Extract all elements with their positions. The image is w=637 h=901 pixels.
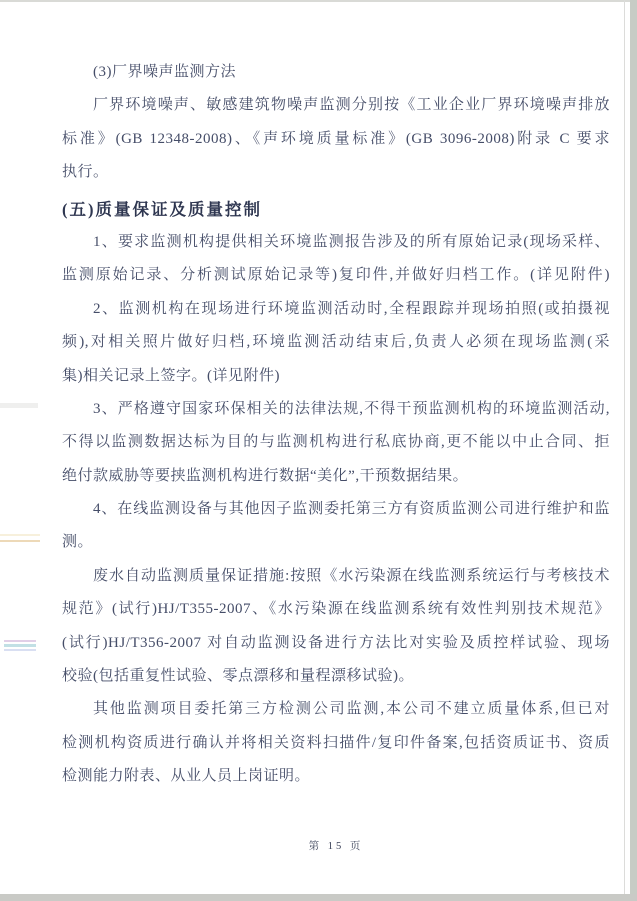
text-line: 集)相关记录上签字。(详见附件): [62, 367, 280, 384]
page-edge-right-band: [630, 0, 637, 901]
scan-artifact-teal: [4, 644, 36, 647]
text-line: 厂界环境噪声、敏感建筑物噪声监测分别按《工业企业厂界环境噪声排放: [93, 97, 610, 114]
scan-artifact-blue: [4, 649, 36, 651]
document-body: [62, 56, 610, 794]
page-edge-right-line: [624, 0, 625, 901]
text-line: 校验(包括重复性试验、零点漂移和量程漂移试验)。: [62, 668, 414, 685]
text-line: 频),对相关照片做好归档,环境监测活动结束后,负责人必须在现场监测(采: [62, 334, 610, 351]
text-line: 2、监测机构在现场进行环境监测活动时,全程跟踪并现场拍照(或拍摄视: [93, 300, 610, 317]
text-line: 检测机构资质进行确认并将相关资料扫描件/复印件备案,包括资质证书、资质: [62, 734, 610, 751]
page-edge-top: [0, 0, 637, 2]
scan-artifact-orange: [0, 540, 40, 542]
section-heading: (五)质量保证及质量控制: [62, 199, 262, 219]
text-line: 监测原始记录、分析测试原始记录等)复印件,并做好归档工作。(详见附件): [62, 267, 610, 284]
text-line: 1、要求监测机构提供相关环境监测报告涉及的所有原始记录(现场采样、: [93, 233, 610, 250]
text-line: 废水自动监测质量保证措施:按照《水污染源在线监测系统运行与考核技术: [93, 567, 610, 584]
scan-artifact-gray: [0, 403, 38, 408]
text-line: 其他监测项目委托第三方检测公司监测,本公司不建立质量体系,但已对: [93, 701, 610, 718]
text-line: 规范》(试行)HJ/T355-2007、《水污染源在线监测系统有效性判别技术规范》: [62, 601, 610, 618]
text-line: 标准》(GB 12348-2008)、《声环境质量标准》(GB 3096-2008)附录 C 要求: [62, 130, 610, 147]
text-line: 不得以监测数据达标为目的与监测机构进行私底协商,更不能以中止合同、拒: [62, 434, 610, 451]
text-line: 3、严格遵守国家环保相关的法律法规,不得干预监测机构的环境监测活动,: [93, 400, 610, 417]
text-line: 测。: [62, 534, 94, 551]
scan-artifact-purple: [4, 640, 36, 642]
page-number: 第 15 页: [308, 841, 364, 852]
text-line: 绝付款威胁等要挟监测机构进行数据“美化”,干预数据结果。: [62, 467, 469, 484]
page-edge-bottom-band: [0, 894, 637, 901]
text-line: 4、在线监测设备与其他因子监测委托第三方有资质监测公司进行维护和监: [93, 501, 610, 518]
text-line: 检测能力附表、从业人员上岗证明。: [62, 768, 311, 785]
text-line: (试行)HJ/T356-2007 对自动监测设备进行方法比对实验及质控样试验、现场: [62, 634, 610, 651]
text-line: 执行。: [62, 164, 109, 181]
scan-artifact-cream: [0, 534, 40, 536]
text-line: (3)厂界噪声监测方法: [93, 64, 236, 80]
